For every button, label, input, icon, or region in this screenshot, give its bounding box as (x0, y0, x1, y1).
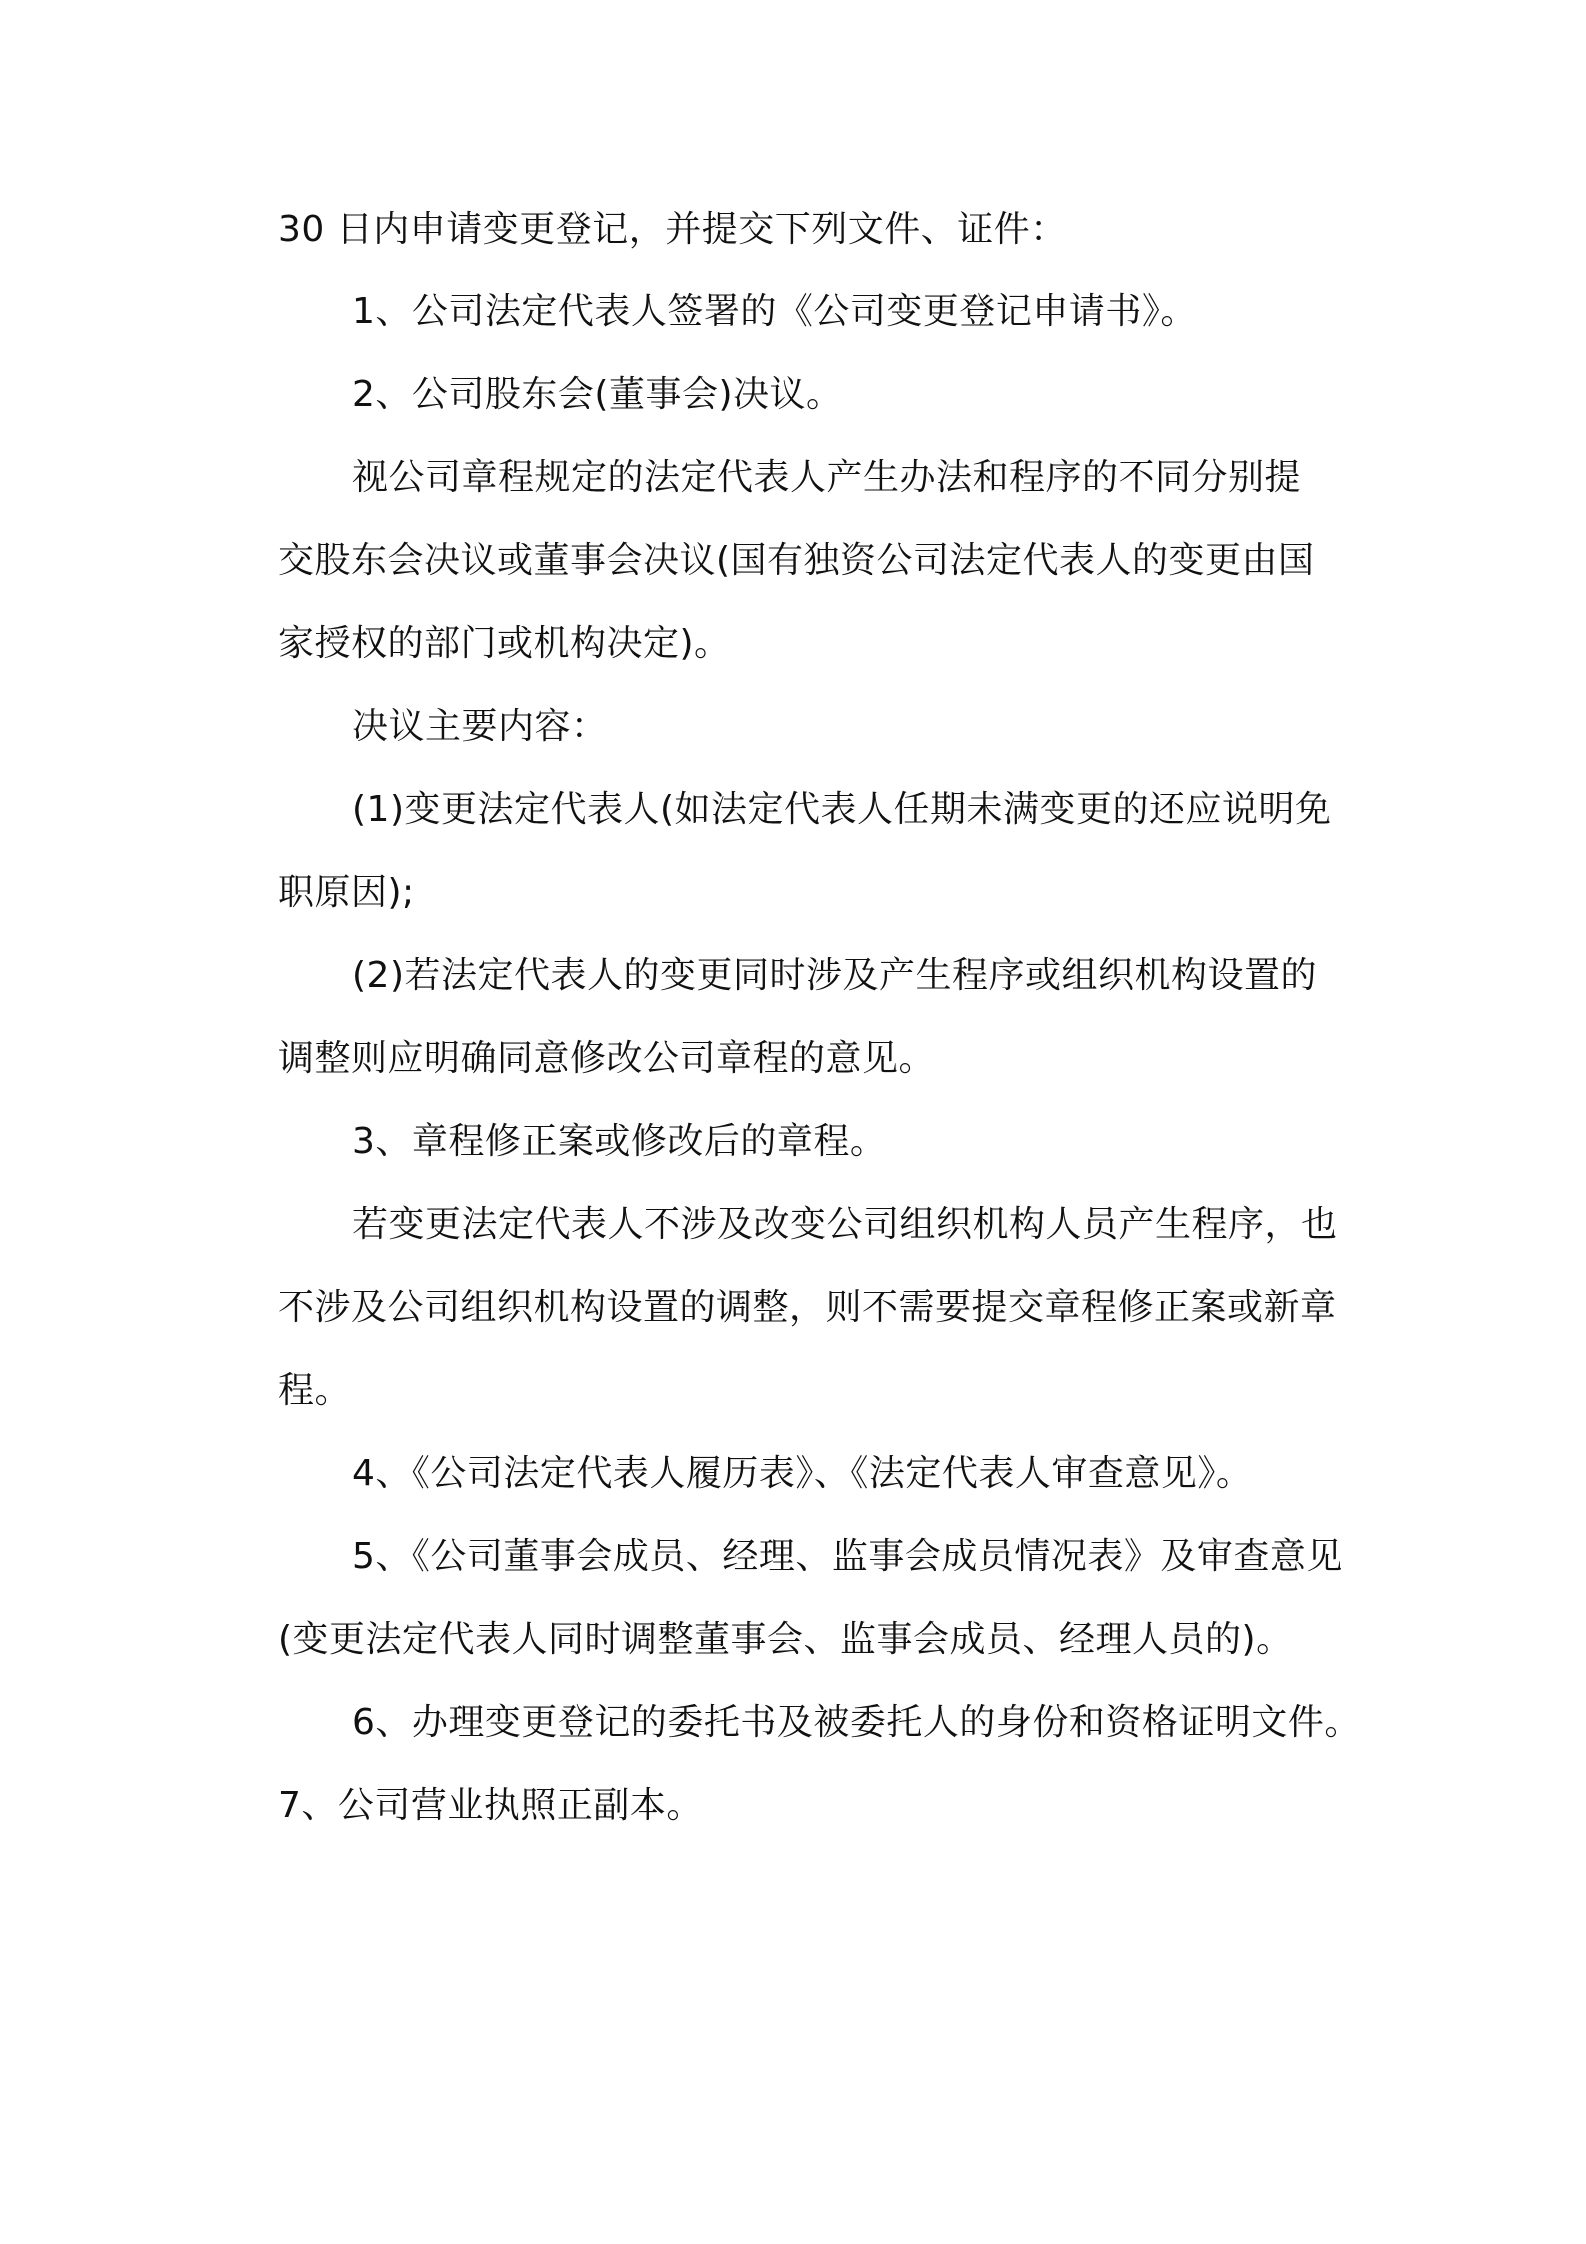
paragraph-line: 家授权的部门或机构决定)。 (278, 623, 731, 664)
resolution-item-1-line: 职原因); (278, 872, 415, 913)
paragraph-line: 程。 (278, 1370, 352, 1411)
paragraph-line: 交股东会决议或董事会决议(国有独资公司法定代表人的变更由国 (278, 540, 1315, 581)
resolution-heading: 决议主要内容： (352, 706, 608, 747)
paragraph-line: 不涉及公司组织机构设置的调整，则不需要提交章程修正案或新章 (278, 1287, 1337, 1328)
paragraph-intro-line: 30 日内申请变更登记，并提交下列文件、证件： (278, 209, 1067, 250)
item-3-line: 3、章程修正案或修改后的章程。 (352, 1121, 887, 1162)
item-2-line: 2、公司股东会(董事会)决议。 (352, 374, 843, 415)
resolution-item-2-line: 调整则应明确同意修改公司章程的意见。 (278, 1038, 936, 1079)
resolution-item-2-line: (2)若法定代表人的变更同时涉及产生程序或组织机构设置的 (352, 955, 1317, 996)
item-7-line: 7、公司营业执照正副本。 (278, 1785, 703, 1826)
paragraph-line: 若变更法定代表人不涉及改变公司组织机构人员产生程序，也 (352, 1204, 1338, 1245)
item-6-line: 6、办理变更登记的委托书及被委托人的身份和资格证明文件。 (352, 1702, 1361, 1743)
resolution-item-1-line: (1)变更法定代表人(如法定代表人任期未满变更的还应说明免 (352, 789, 1332, 830)
item-5-line: (变更法定代表人同时调整董事会、监事会成员、经理人员的)。 (278, 1619, 1293, 1660)
item-4-line: 4、《公司法定代表人履历表》、《法定代表人审查意见》。 (352, 1453, 1253, 1494)
item-5-line: 5、《公司董事会成员、经理、监事会成员情况表》及审查意见 (352, 1536, 1343, 1577)
item-1-line: 1、公司法定代表人签署的《公司变更登记申请书》。 (352, 291, 1197, 332)
paragraph-line: 视公司章程规定的法定代表人产生办法和程序的不同分别提 (352, 457, 1302, 498)
